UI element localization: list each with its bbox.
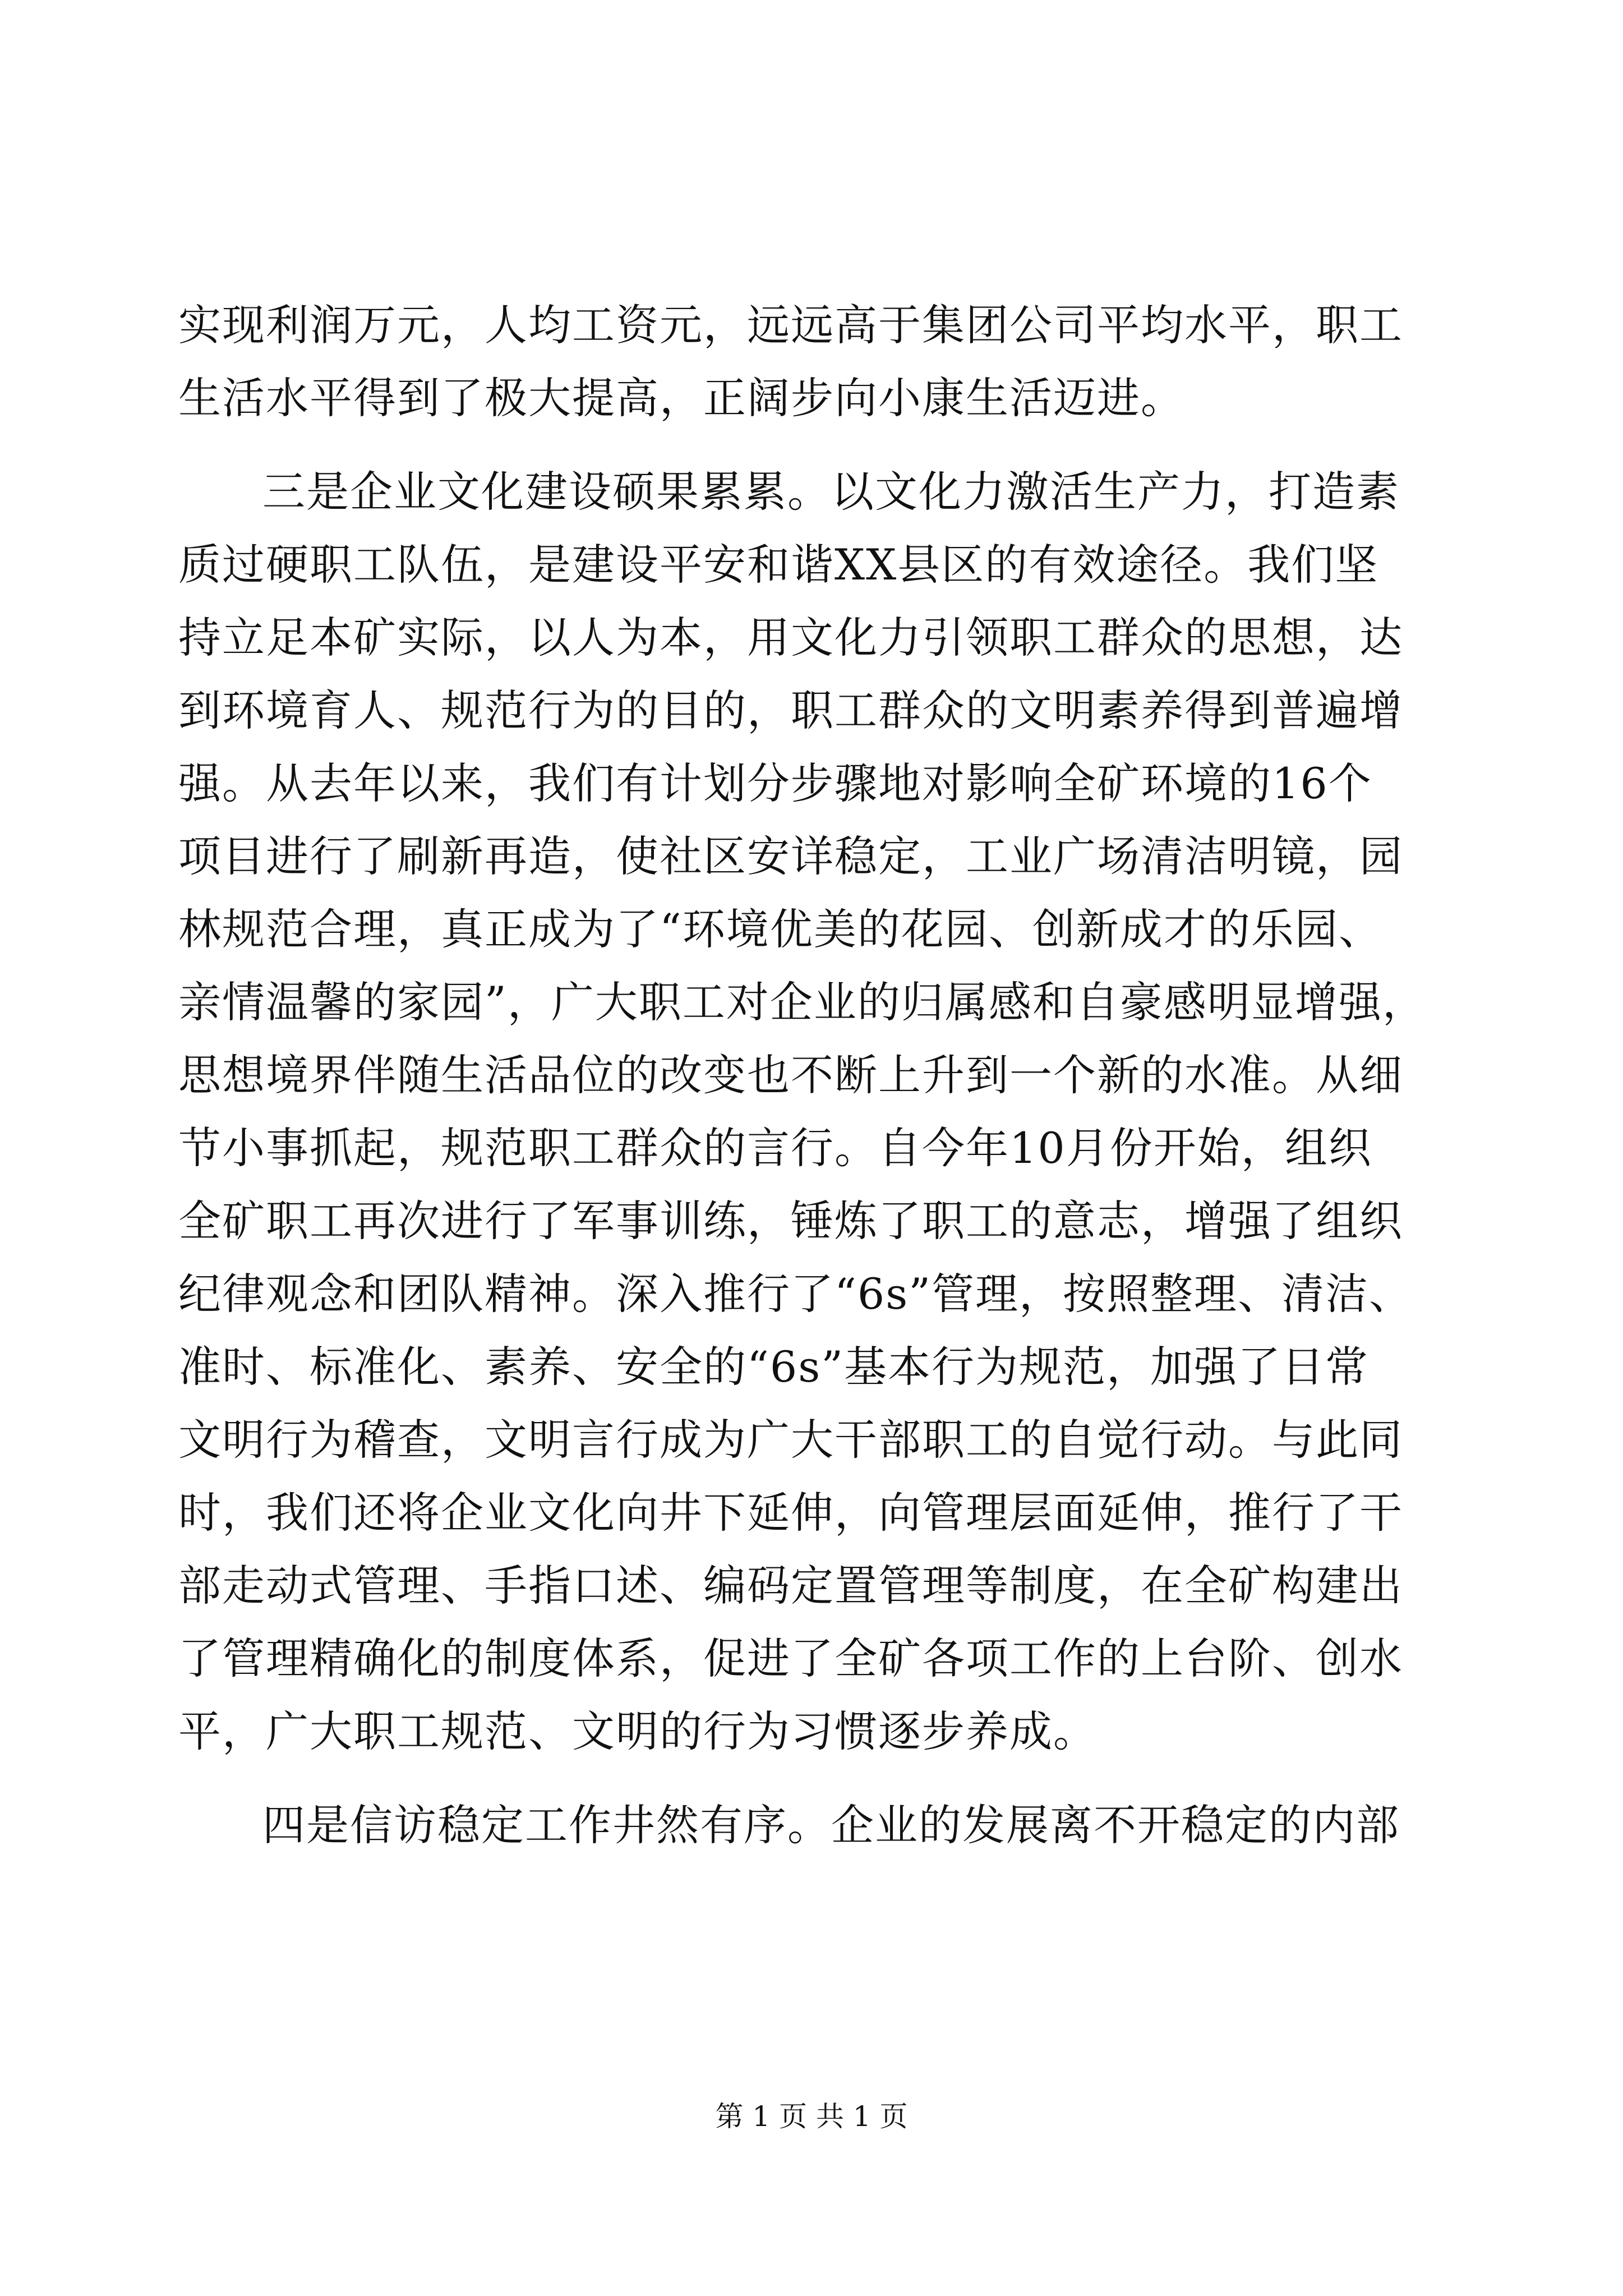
text-line: 了管理精确化的制度体系，促进了全矿各项工作的上台阶、创水 <box>178 1634 1403 1683</box>
text-line: 持立足本矿实际，以人为本，用文化力引领职工群众的思想，达 <box>178 613 1403 662</box>
text-line: 节小事抓起，规范职工群众的言行。自今年10月份开始，组织 <box>178 1123 1372 1173</box>
text-line: 质过硬职工队伍，是建设平安和谐XX县区的有效途径。我们坚 <box>178 540 1379 590</box>
text-line: 部走动式管理、手指口述、编码定置管理等制度，在全矿构建出 <box>178 1561 1403 1611</box>
text-line: 项目进行了刷新再造，使社区安详稳定，工业广场清洁明镜，园 <box>178 831 1403 881</box>
text-line: 林规范合理，真正成为了“环境优美的花园、创新成才的乐园、 <box>178 904 1382 954</box>
text-line: 纪律观念和团队精神。深入推行了“6s”管理，按照整理、清洁、 <box>178 1269 1413 1319</box>
text-line: 思想境界伴随生活品位的改变也不断上升到一个新的水准。从细 <box>178 1050 1403 1100</box>
text-line: 到环境育人、规范行为的目的，职工群众的文明素养得到普遍增 <box>178 685 1403 735</box>
text-line: 实现利润万元，人均工资元，远远高于集团公司平均水平，职工 <box>178 300 1403 350</box>
text-line: 准时、标准化、素养、安全的“6s”基本行为规范，加强了日常 <box>178 1342 1370 1392</box>
text-line: 亲情温馨的家园”，广大职工对企业的归属感和自豪感明显增强， <box>178 977 1426 1027</box>
text-line: 全矿职工再次进行了军事训练，锤炼了职工的意志，增强了组织 <box>178 1196 1403 1246</box>
text-line: 生活水平得到了极大提高，正阔步向小康生活迈进。 <box>178 373 1184 423</box>
text-line: 平，广大职工规范、文明的行为习惯逐步养成。 <box>178 1706 1097 1756</box>
paragraph-start-line: 四是信访稳定工作井然有序。企业的发展离不开稳定的内部 <box>262 1800 1400 1850</box>
page-number-footer: 第 1 页 共 1 页 <box>715 2100 908 2133</box>
text-line: 文明行为稽查，文明言行成为广大干部职工的自觉行动。与此同 <box>178 1415 1403 1465</box>
text-line: 强。从去年以来，我们有计划分步骤地对影响全矿环境的16个 <box>178 758 1372 808</box>
paragraph-start-line: 三是企业文化建设硕果累累。以文化力激活生产力，打造素 <box>262 467 1400 517</box>
text-line: 时，我们还将企业文化向井下延伸，向管理层面延伸，推行了干 <box>178 1488 1403 1538</box>
